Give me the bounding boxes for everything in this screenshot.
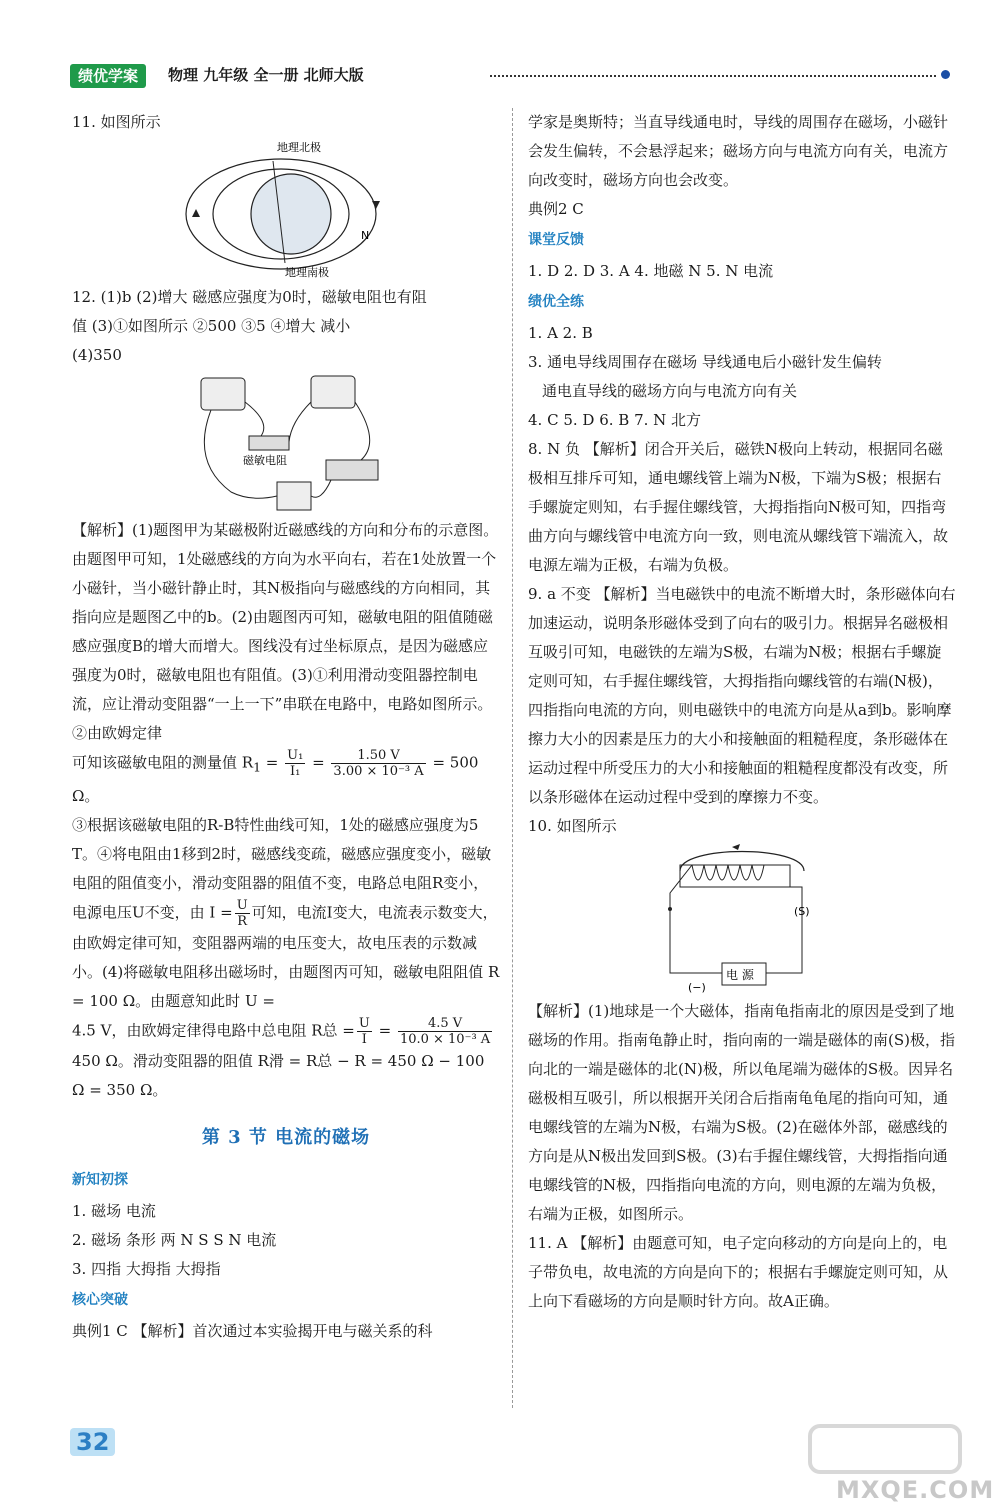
example2-line: 典例2 C — [528, 200, 584, 218]
solenoid-circuit-figure — [662, 843, 822, 993]
answer-q10: 10. 如图所示 — [528, 817, 617, 835]
analysis-part3 — [72, 811, 500, 1016]
analysis-part6: 450 Ω。滑动变阻器的阻值 R滑 = R总 − R = 450 Ω − 100 Ω = 350 Ω。 — [72, 1051, 485, 1099]
analysis-part5: 4.5 V，由欧姆定律得电路中总电阻 R总 = $\frac{U}{I}$ = $\frac{4.5 V}{\text{10.0 × 10⁻³ A}}$ — [72, 1015, 491, 1047]
eq-sign: = — [261, 753, 284, 772]
book-meta: 物理 九年级 全一册 北师大版 — [168, 66, 364, 84]
q12-line2: 值 (3)①如图所示 ②500 ③5 ④增大 减小 — [72, 317, 351, 335]
header-dot-icon — [941, 70, 950, 79]
column-divider — [512, 108, 513, 1408]
section-heading: 绩优全练 — [528, 294, 584, 310]
source-label: 电 源 — [726, 968, 754, 982]
numerator: U — [236, 897, 248, 913]
page-number: 32 — [70, 1428, 115, 1456]
circuit-figure — [181, 372, 391, 512]
fraction-total — [398, 1016, 492, 1047]
example1-line: 典例1 C 【解析】首次通过本实验揭开电与磁关系的科 — [72, 1321, 433, 1340]
text-span: 可知，电流I变大，电流表示数变大，由欧姆定律可知，变阻器两端的电压变大，故电压表的示数减小。(4)将磁敏电阻移出磁场时，由题图丙可知，磁敏电阻阻值 R = 100 Ω。由题意知此时 U = — [72, 903, 500, 1010]
q12-line3: (4)350 — [72, 346, 122, 364]
answer-q9: 9. a 不变 【解析】当电磁铁中的电流不断增大时，条形磁体向右加速运动，说明条形磁体受到了向右的吸引力。根据异名磁极相互吸引可知，电磁铁的左端为S极，右端为N极；根据右手螺旋定则可知，右手握住螺线管，大拇指指向螺线管的右端(N极)，四指指向电流的方向，则电磁铁中的电流方向是从a到b。影响摩擦力大小的因素是压力的大小和接触面的粗糙程度，条形磁体在运动过程中所受压力的大小和接触面的粗糙程度都没有改变，所以条形磁体在运动过程中受到的摩擦力不变。 — [528, 585, 956, 806]
chapter-title: 第 3 节 电流的磁场 — [201, 1126, 371, 1148]
answer-line: 3. 通电导线周围存在磁场 导线通电后小磁针发生偏转 — [528, 353, 882, 371]
resistor-label: 磁敏电阻 — [243, 454, 287, 467]
numerator: 4.5 V — [398, 1016, 492, 1032]
feedback-answers: 1. D 2. D 3. A 4. 地磁 N 5. N 电流 — [528, 262, 774, 280]
text-span: ③根据该磁敏电阻的R-B特性曲线可知，1处的磁感应强度为5 T。④将电阻由1移到2时，磁感线变疏，磁感应强度变小，磁敏电阻的阻值变小，滑动变阻器的阻值不变，电路总电阻R变小，电源电压U不变，由 I = — [72, 815, 492, 921]
denominator: I₁ — [290, 764, 301, 779]
page-header — [70, 64, 950, 90]
text-span: 4.5 V，由欧姆定律得电路中总电阻 R总 = — [72, 1021, 355, 1039]
result-text: = 500 Ω。 — [72, 753, 479, 805]
answer-q11: 11. A 【解析】由题意可知，电子定向移动的方向是向上的，电子带负电，故电流的方向是向下的；根据右手螺旋定则可知，从上向下看磁场的方向是顺时针方向。故A正确。 — [528, 1234, 949, 1310]
section-heading: 新知初探 — [72, 1171, 128, 1188]
denominator: R — [237, 913, 248, 929]
answer-line: 通电直导线的磁场方向与电流方向有关 — [542, 382, 798, 400]
answer-q10-analysis: 【解析】(1)地球是一个大磁体，指南龟指南北的原因是受到了地磁场的作用。指南龟静止时，指向南的一端是磁体的南(S)极，指向北的一端是磁体的北(N)极，所以龟尾端为磁体的S极。因异名磁极相互吸引，所以根据开关闭合后指南龟龟尾的指向可知，通电螺线管的左端为N极，右端为S极。(2)在磁体外部，磁感线的方向是从N极出发回到S极。(3)右手握住螺线管，大拇指指向通电螺线管的N极，四指指向电流的方向，则电源的左端为负极，右端为正极，如图所示。 — [528, 1002, 955, 1223]
analysis-part1: 【解析】(1)题图甲为某磁极附近磁感线的方向和分布的示意图。由题图甲可知，1处磁感线的方向为水平向右，若在1处放置一个小磁针，当小磁针静止时，其N极指向与磁感线的方向相同，其指向应是题图乙中的b。(2)由题图丙可知，磁敏电阻的阻值随磁感应强度B的增大而增大。图线没有过坐标原点，是因为磁感应强度为0时，磁敏电阻也有阻值。(3)①利用滑动变阻器控制电流，应让滑动变阻器“一上一下”串联在电路中，电路如图所示。②由欧姆定律 — [72, 521, 499, 742]
answer-line: 2. 磁场 条形 两 N S S N 电流 — [72, 1230, 277, 1249]
left-column — [72, 108, 500, 1346]
earth-magnetic-field-figure — [181, 139, 391, 279]
denominator: 3.00 × 10⁻³ A — [333, 764, 424, 779]
denominator: I — [361, 1031, 367, 1047]
n-label: N — [361, 229, 370, 242]
fraction-values — [331, 748, 425, 779]
section-heading: 课堂反馈 — [528, 232, 584, 248]
text-span: 可知该磁敏电阻的测量值 R — [72, 753, 254, 772]
numerator: U₁ — [287, 748, 304, 763]
right-column — [528, 108, 956, 1316]
fraction-u-i — [357, 1016, 372, 1047]
subscript: 1 — [253, 759, 262, 775]
fraction-u-r — [235, 898, 250, 929]
answer-line: 4. C 5. D 6. B 7. N 北方 — [528, 411, 702, 429]
north-pole-label: 地理北极 — [277, 141, 321, 154]
answer-q8: 8. N 负 【解析】闭合开关后，磁铁N极向上转动，根据同名磁极相互排斥可知，通电螺线管上端为N极，下端为S极；根据右手螺旋定则知，右手握住螺线管，大拇指指向N极可知，四指弯曲方向与螺线管中电流方向一致，则电流从螺线管下端流入，故电源左端为正极，右端为负极。 — [528, 440, 949, 574]
fraction-u1-i1 — [285, 748, 305, 779]
negative-label: (−) — [688, 981, 706, 993]
s-pole-label: (S) — [794, 905, 810, 918]
denominator: 10.0 × 10⁻³ A — [399, 1031, 491, 1047]
answer-line: 3. 四指 大拇指 大拇指 — [72, 1259, 221, 1278]
q12-line1: 12. (1)b (2)增大 磁感应强度为0时，磁敏电阻也有阻 — [72, 288, 427, 306]
south-pole-label: 地理南极 — [285, 266, 329, 279]
brand-logo: 绩优学案 — [70, 64, 146, 88]
example1-continued: 学家是奥斯特；当直导线通电时，导线的周围存在磁场，小磁针会发生偏转，不会悬浮起来；磁场方向与电流方向有关，电流方向改变时，磁场方向也会改变。 — [528, 113, 949, 189]
numerator: 1.50 V — [331, 748, 425, 764]
numerator: U — [358, 1015, 370, 1031]
watermark-text: MXQE.COM — [836, 1476, 995, 1504]
section-heading: 核心突破 — [72, 1291, 128, 1308]
header-rule — [490, 75, 936, 77]
answer-line: 1. A 2. B — [528, 324, 593, 342]
analysis-ohm-line: 可知该磁敏电阻的测量值 $R_1$ = $\frac{\text{U₁}}{\text{I₁}}$ = $\frac{1.50 V}{\text{3.00 × 10⁻³ A}}$ = 500 Ω。 — [72, 748, 479, 805]
answer-line: 1. 磁场 电流 — [72, 1201, 156, 1220]
q11-label: 11. 如图所示 — [72, 113, 161, 131]
